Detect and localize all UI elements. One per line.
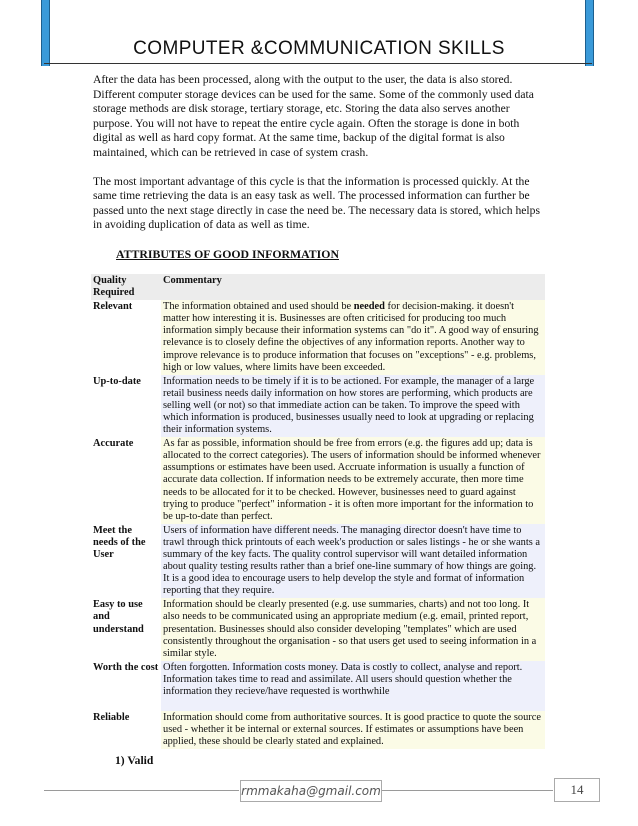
footer-rule-left: [44, 790, 239, 791]
section-title: ATTRIBUTES OF GOOD INFORMATION: [116, 246, 339, 261]
table-row: [91, 300, 545, 375]
table-row: [91, 711, 545, 749]
row-quality: Relevant: [93, 301, 133, 313]
row-quality: Easy to use and understand: [93, 599, 144, 635]
row-commentary: Information should be clearly presented (e.g. use summaries, charts) and not too long. It also needs to be communicated using an appropriate medium (e.g. email, printed report, presentation. Businesses should also consider developing "templates" which are used consistently throughout the organisation - so that users get used to seeing information in a similar style.: [161, 598, 545, 660]
row-commentary: [161, 300, 545, 375]
table-row: [91, 437, 545, 524]
row-commentary: Often forgotten. Information costs money. Data is costly to collect, analyse and report. Information takes time to read and assimilate. All users should question whether the information they recieve/have requested is worthwhile: [161, 661, 545, 711]
row-quality: Accurate: [93, 438, 134, 450]
commentary-text: for decision-making. it doesn't matter how interesting it is. Businesses are often criticised for producing too much information simply because their information systems can "do it". A good way of ensuring relevance is to closely define the objectives of any information reports. Another way to improve relevance is to produce information that focuses on "exceptions" - e.g. problems, high or low values, where limits have been exceeded.: [163, 301, 539, 373]
table-header-row: [91, 274, 545, 300]
commentary-emphasis: needed: [353, 301, 385, 313]
row-quality: Worth the cost: [93, 661, 159, 673]
header-rule: [44, 63, 592, 64]
row-commentary: Information should come from authoritative sources. It is good practice to quote the source used - whether it be internal or external sources. If estimates or assumptions have been applied, these should be clearly stated and explained.: [161, 711, 545, 749]
row-quality: Meet the needs of the User: [93, 524, 146, 560]
page-header-title: COMPUTER &COMMUNICATION SKILLS: [133, 38, 505, 59]
row-commentary: As far as possible, information should be free from errors (e.g. the figures add up; data is allocated to the correct categories). The users of information should be informed whenever assumptions or estimates have been used. Accruate information is usually a function of accurate data collection. If information needs to be extremely accurate, then more time needs to be allocated for it to be checked. However, businesses need to guard against trying to produce "perfect" information - it is often more important for the information to be up-to-date than perfect.: [161, 437, 545, 524]
table-row: [91, 375, 545, 437]
row-commentary: Information needs to be timely if it is to be actioned. For example, the manager of a large retail business needs daily information on how stores are performing, which products are selling well (or not) so that immediate action can be taken. To improve the speed with which information is produced, businesses usually need to look at upgrading or replacing their information systems.: [161, 375, 545, 437]
header-commentary: Commentary: [161, 274, 545, 300]
page-content: [93, 73, 545, 767]
attributes-table: [91, 274, 545, 749]
row-commentary: Users of information have different needs. The managing director doesn't have time to trawl through thick printouts of each week's production or sales listings - he or she wants a summary of the key facts. The quality control supervisor will want detailed information about quality testing results rather than a brief one-line summary of how things are going. It is a good idea to encourage users to help develop the style and format of information reporting that they require.: [161, 524, 545, 599]
row-quality: Reliable: [93, 711, 130, 723]
list-item-valid: 1) Valid: [115, 754, 154, 768]
header-quality: Quality Required: [91, 274, 161, 300]
table-row: [91, 524, 545, 599]
paragraph-advantage: The most important advantage of this cycle is that the information is processed quickly. At the same time retrieving the data is an easy task as well. The processed information can further be passed unto the next stage directly in case the need be. The necessary data is stored, which helps in avoiding duplication of data as well as time.: [93, 174, 540, 232]
footer-rule-right: [381, 790, 553, 791]
row-quality: Up-to-date: [93, 375, 141, 387]
commentary-text: The information obtained and used should be: [163, 301, 354, 313]
table-row: [91, 661, 545, 711]
paragraph-storage: After the data has been processed, along with the output to the user, the data is also stored. Different computer storage devices can be used for the same. Some of the commonly used data storage methods are disk storage, tertiary storage, etc. Storing the data also serves another purpose. You will not have to repeat the entire cycle again. Often the storage is done in both digital as well as hard copy format. At the same time, backup of the digital format is also maintained, which can be retrieved in case of system crash.: [93, 73, 534, 159]
page-number: 14: [554, 778, 600, 802]
footer-email: rmmakaha@gmail.com: [240, 780, 382, 802]
table-row: [91, 598, 545, 660]
